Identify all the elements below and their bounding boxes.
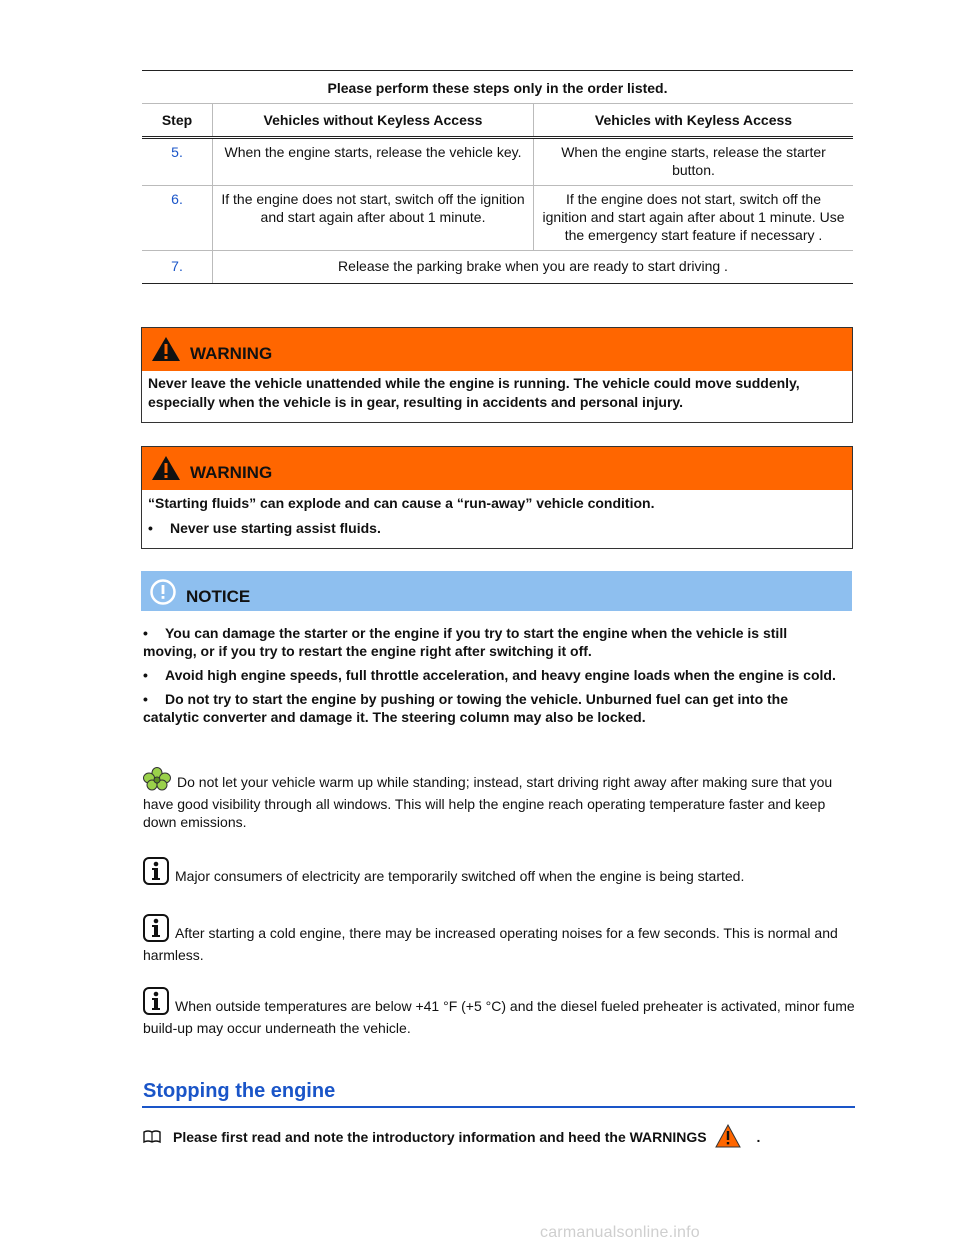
header-step: Step: [142, 104, 213, 138]
header-with-keyless: Vehicles with Keyless Access: [534, 104, 854, 138]
step-without: When the engine starts, release the vehicle key.: [213, 138, 534, 186]
step-number: 7.: [142, 251, 213, 284]
notice-list: [143, 624, 843, 732]
intro-period: .: [756, 1129, 761, 1145]
bullet-icon: •: [148, 520, 153, 536]
list-item: • Avoid high engine speeds, full throttle acceleration, and heavy engine loads when the engine is cold.: [143, 667, 836, 683]
info-icon: [143, 987, 169, 1019]
list-item: • Do not try to start the engine by pushing or towing the vehicle. Unburned fuel can get into the catalytic converter and damage it. The steering column may also be locked.: [143, 691, 789, 725]
warning-text: “Starting fluids” can explode and can cause a “run-away” vehicle condition.: [148, 495, 655, 511]
list-item: • You can damage the starter or the engine if you try to start the engine when the vehicle is still moving, or if you try to restart the engine right after switching it off.: [143, 625, 788, 659]
bullet-icon: •: [143, 667, 148, 683]
step-both: Release the parking brake when you are ready to start driving .: [213, 251, 854, 284]
intro-text: Please first read and note the introductory information and heed the WARNINGS: [173, 1129, 707, 1145]
warning-header: [142, 447, 852, 490]
exclamation-circle-icon: [149, 578, 177, 611]
environment-flower-icon: [143, 767, 171, 795]
step-number: 6.: [142, 186, 213, 251]
section-title: Stopping the engine: [143, 1080, 336, 1102]
warning-text: Never leave the vehicle unattended while the engine is running. The vehicle could move suddenly, especially when the vehicle is in gear, resulting in accidents and personal injury.: [148, 375, 800, 410]
table-row: [142, 138, 853, 186]
warning-triangle-icon: [151, 336, 181, 367]
notice-header: [141, 571, 852, 611]
table-row: [142, 251, 853, 284]
step-with: When the engine starts, release the starter button.: [534, 138, 854, 186]
table-caption: Please perform these steps only in the order listed.: [142, 71, 853, 104]
eco-note: Do not let your vehicle warm up while standing; instead, start driving right away after making sure that you have good visibility through all windows. This will help the engine reach operating temperature faster and keep down emissions.: [143, 767, 855, 831]
step-with: If the engine does not start, switch off the ignition and start again after about 1 minute. Use the emergency start feature if necessary .: [534, 186, 854, 251]
warning-box: [141, 327, 853, 423]
warning-bullet: Never use starting assist fluids.: [170, 520, 381, 536]
warning-box: [141, 446, 853, 549]
step-number: 5.: [142, 138, 213, 186]
warning-triangle-icon[interactable]: [715, 1124, 741, 1151]
bullet-icon: •: [143, 691, 148, 707]
table-row: [142, 186, 853, 251]
warning-triangle-icon: [151, 455, 181, 486]
info-icon: [143, 857, 169, 889]
info-note: Major consumers of electricity are temporarily switched off when the engine is being started.: [143, 857, 855, 889]
info-note: When outside temperatures are below +41 °F (+5 °C) and the diesel fueled preheater is activated, minor fume build-up may occur underneath the vehicle.: [143, 987, 855, 1037]
info-note: After starting a cold engine, there may be increased operating noises for a few seconds. This is normal and harmless.: [143, 914, 855, 964]
section-divider: [142, 1106, 855, 1108]
info-icon: [143, 914, 169, 946]
open-book-icon: [143, 1130, 161, 1147]
intro-line: [143, 1124, 760, 1151]
watermark: carmanualsonline.info: [540, 1224, 700, 1241]
warning-title: WARNING: [190, 344, 273, 363]
notice-title: NOTICE: [186, 587, 251, 606]
header-without-keyless: Vehicles without Keyless Access: [213, 104, 534, 138]
steps-table: [142, 70, 853, 284]
warning-header: [142, 328, 852, 371]
step-without: If the engine does not start, switch off the ignition and start again after about 1 minute.: [213, 186, 534, 251]
warning-title: WARNING: [190, 463, 273, 482]
bullet-icon: •: [143, 625, 148, 641]
